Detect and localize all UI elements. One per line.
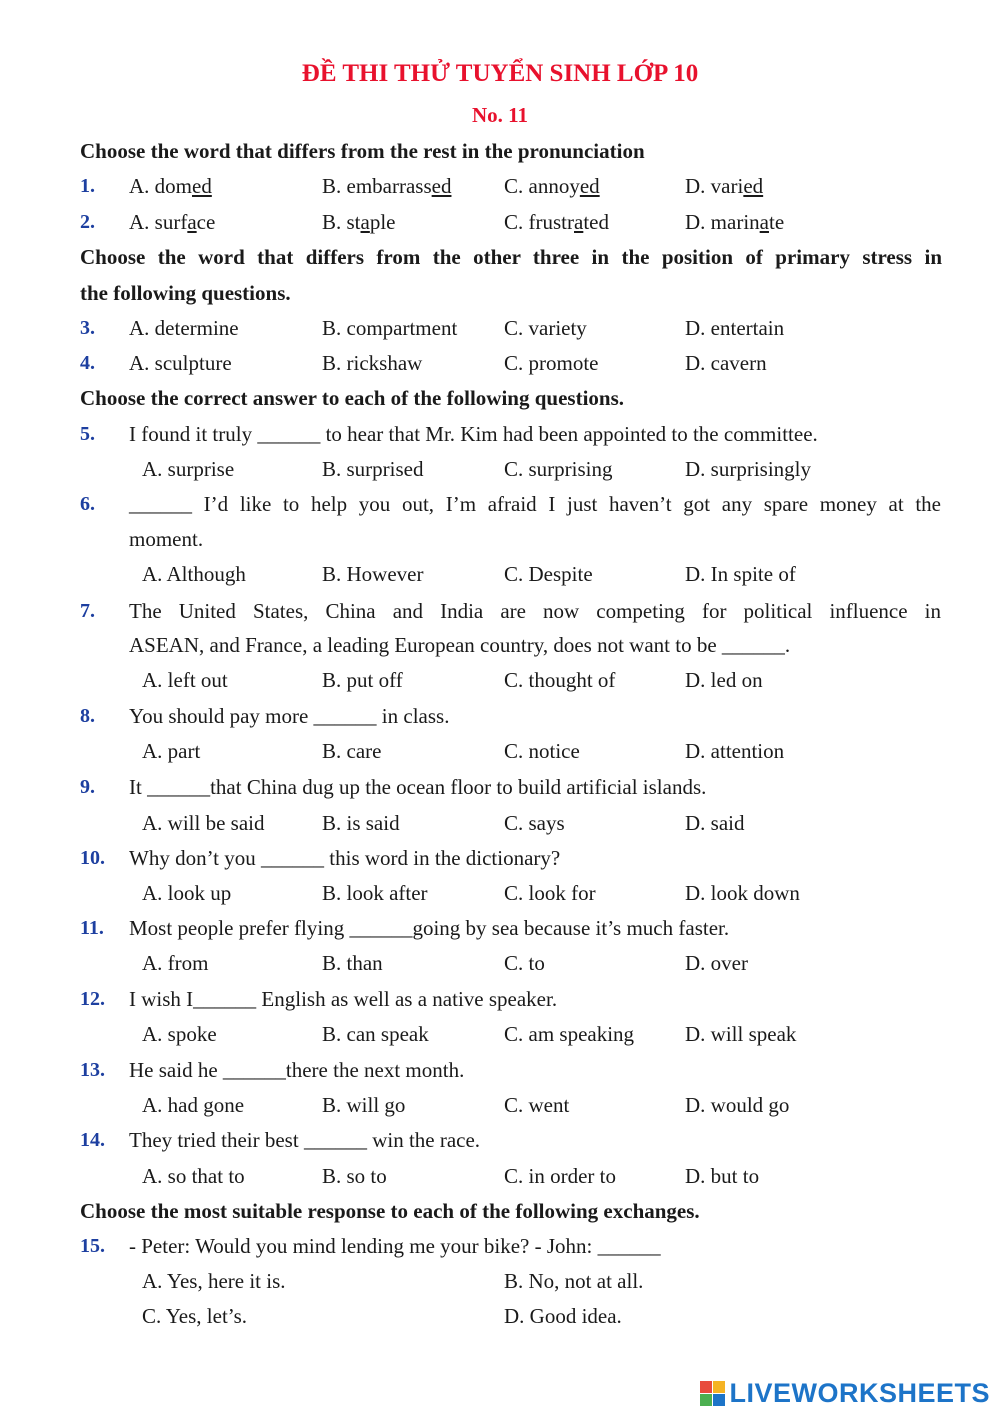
section-instruction-response: Choose the most suitable response to each of the following exchanges. [80,1199,700,1223]
question-stem: I wish I______ English as well as a native speaker. [129,987,558,1011]
page-title: ĐỀ THI THỬ TUYỂN SINH LỚP 10 [301,60,699,87]
option-text: ple [369,210,396,234]
option-d[interactable]: D. look down [685,881,800,905]
section-instruction-pronunciation: Choose the word that differs from the rest in the pronunciation [80,139,645,163]
option-c[interactable]: C. surprising [504,457,613,481]
liveworksheets-logo[interactable] [700,1378,990,1408]
underlined-sound: a [759,210,769,234]
option-b[interactable]: B. is said [322,811,400,835]
option-c[interactable]: C. Despite [504,562,593,586]
option-text: C. annoy [504,174,580,198]
option-a[interactable]: A. sculpture [129,351,232,375]
question-stem: He said he ______there the next month. [129,1058,465,1082]
option-b[interactable] [322,209,396,235]
question-number: 4. [80,352,95,374]
question-number: 2. [80,211,95,233]
option-a[interactable] [129,173,212,199]
option-c[interactable] [504,209,609,235]
question-stem: - Peter: Would you mind lending me your bike? - John: ______ [129,1234,661,1258]
question-stem: Why don’t you ______ this word in the dictionary? [129,846,561,870]
underlined-sound: ed [192,174,212,198]
option-a[interactable]: A. part [142,739,201,763]
question-number: 13. [80,1059,105,1081]
question-stem-cont: moment. [129,527,204,551]
question-number: 3. [80,317,95,339]
question-stem: It ______that China dug up the ocean floor to build artificial islands. [129,775,707,799]
question-stem: I found it truly ______ to hear that Mr. Kim had been appointed to the committee. [129,422,818,446]
option-text: C. frustr [504,210,574,234]
question-number: 7. [80,600,95,622]
underlined-sound: ed [431,174,452,198]
logo-icon [700,1381,725,1406]
option-a[interactable]: A. had gone [142,1093,245,1117]
section-instruction-stress: Choose the word that differs from the other three in the position of primary stress in [80,245,942,269]
option-c[interactable] [504,173,600,199]
option-d[interactable]: D. attention [685,739,785,763]
option-text: A. dom [129,174,192,198]
page-subtitle: No. 11 [471,103,528,127]
section-instruction-correct-answer: Choose the correct answer to each of the following questions. [80,386,625,410]
option-c[interactable]: C. to [504,951,545,975]
question-stem: Most people prefer flying ______going by sea because it’s much faster. [129,916,730,940]
option-d[interactable]: D. In spite of [685,562,796,586]
question-stem: ______ I’d like to help you out, I’m afraid I just haven’t got any spare money at the [129,492,941,516]
option-text: A. surf [129,210,188,234]
underlined-sound: ed [743,174,764,198]
option-d[interactable]: D. surprisingly [685,457,811,481]
option-a[interactable]: A. Although [142,562,246,586]
section-instruction-stress-cont: the following questions. [80,281,291,305]
option-c[interactable]: C. went [504,1093,570,1117]
option-d[interactable]: D. but to [685,1164,760,1188]
option-text: D. vari [685,174,744,198]
underlined-sound: a [187,210,197,234]
option-c[interactable]: C. look for [504,881,596,905]
option-a[interactable] [129,209,215,235]
option-b[interactable]: B. No, not at all. [504,1269,644,1293]
option-d[interactable]: D. said [685,811,745,835]
option-b[interactable]: B. surprised [322,457,424,481]
option-b[interactable]: B. compartment [322,316,458,340]
option-d[interactable]: D. entertain [685,316,785,340]
option-b[interactable]: B. put off [322,668,403,692]
option-b[interactable]: B. so to [322,1164,387,1188]
option-b[interactable]: B. care [322,739,382,763]
question-number: 10. [80,847,105,869]
option-c[interactable]: C. notice [504,739,580,763]
option-b[interactable]: B. look after [322,881,428,905]
question-number: 14. [80,1129,105,1151]
underlined-sound: ed [579,174,600,198]
option-b[interactable] [322,173,451,199]
option-b[interactable]: B. than [322,951,383,975]
question-number: 5. [80,423,95,445]
option-c[interactable]: C. in order to [504,1164,616,1188]
question-number: 9. [80,776,95,798]
option-b[interactable]: B. can speak [322,1022,429,1046]
option-d[interactable] [685,209,784,235]
option-b[interactable]: B. will go [322,1093,406,1117]
question-stem: You should pay more ______ in class. [129,704,450,728]
option-c[interactable]: C. thought of [504,668,616,692]
option-c[interactable]: C. am speaking [504,1022,635,1046]
option-b[interactable]: B. rickshaw [322,351,423,375]
option-text: B. embarrass [322,174,432,198]
question-number: 6. [80,493,95,515]
option-a[interactable]: A. Yes, here it is. [142,1269,286,1293]
question-number: 15. [80,1235,105,1257]
option-c[interactable]: C. variety [504,316,587,340]
question-stem: The United States, China and India are now competing for political influence in [129,599,941,623]
option-text: ted [583,210,609,234]
option-c[interactable]: C. promote [504,351,599,375]
option-d[interactable]: D. led on [685,668,763,692]
logo-text: LIVEWORKSHEETS [729,1377,990,1408]
option-a[interactable]: A. look up [142,881,232,905]
option-a[interactable]: A. will be said [142,811,265,835]
option-a[interactable]: A. from [142,951,209,975]
option-d[interactable]: D. will speak [685,1022,797,1046]
option-a[interactable]: A. spoke [142,1022,217,1046]
question-number: 1. [80,175,95,197]
underlined-sound: a [360,210,370,234]
option-c[interactable]: C. says [504,811,565,835]
question-number: 8. [80,705,95,727]
option-d[interactable]: D. would go [685,1093,790,1117]
option-text: ce [196,210,216,234]
question-number: 12. [80,988,105,1010]
option-a[interactable]: A. so that to [142,1164,245,1188]
option-d[interactable]: D. over [685,951,748,975]
option-text: D. marin [685,210,760,234]
option-d[interactable]: D. Good idea. [504,1304,622,1328]
question-stem: They tried their best ______ win the race. [129,1128,481,1152]
option-d[interactable] [685,173,763,199]
option-text: te [768,210,785,234]
option-a[interactable]: A. determine [129,316,239,340]
underlined-sound: a [574,210,584,234]
option-a[interactable]: A. surprise [142,457,235,481]
question-number: 11. [80,917,104,939]
option-text: B. st [322,210,361,234]
option-b[interactable]: B. However [322,562,424,586]
option-c[interactable]: C. Yes, let’s. [142,1304,248,1328]
question-stem-cont: ASEAN, and France, a leading European country, does not want to be ______. [129,633,791,657]
option-a[interactable]: A. left out [142,668,228,692]
option-d[interactable]: D. cavern [685,351,767,375]
